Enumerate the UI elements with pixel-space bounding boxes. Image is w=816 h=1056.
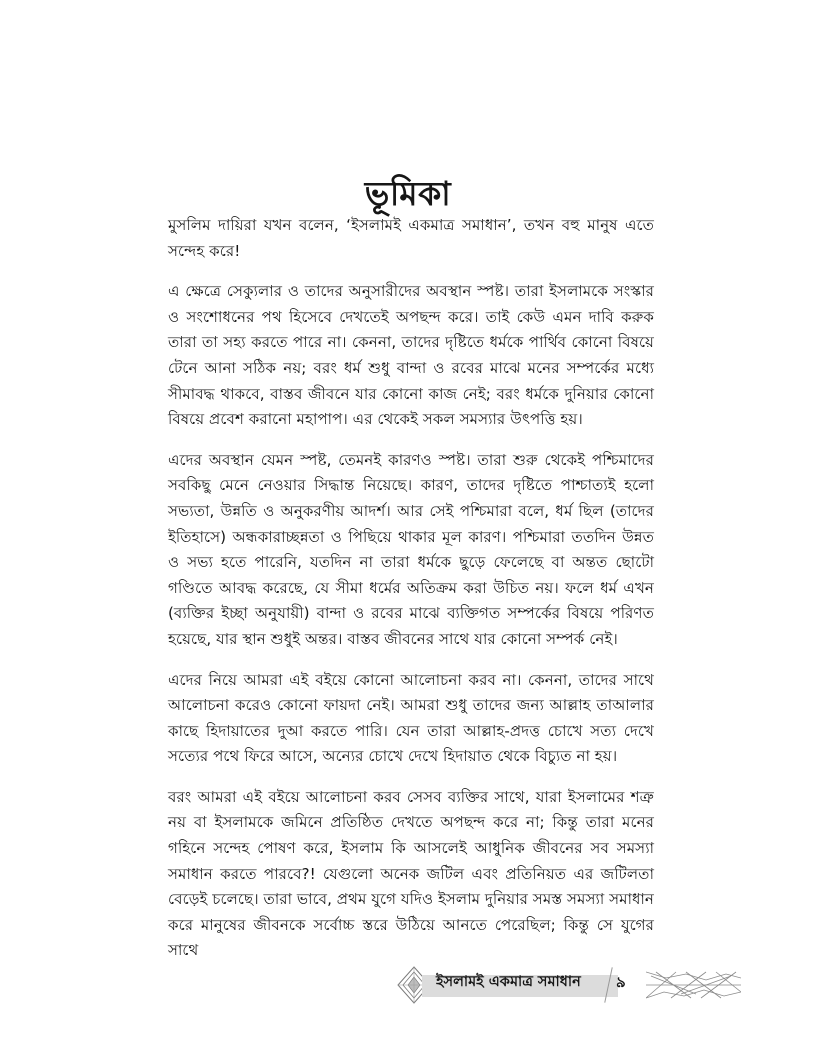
body-text: [168, 213, 654, 979]
paragraph: এদের অবস্থান যেমন স্পষ্ট, তেমনই কারণও স্পষ্ট। তারা শুরু থেকেই পশ্চিমাদের সবকিছু মেনে নেওয়ার সিদ্ধান্ত নিয়েছে। কারণ, তাদের দৃষ্টিতে পাশ্চাত্যই হলো সভ্যতা, উন্নতি ও অনুকরণীয় আদর্শ। আর সেই পশ্চিমারা বলে, ধর্ম ছিল (তাদের ইতিহাসে) অন্ধকারাচ্ছন্নতা ও পিছিয়ে থাকার মূল কারণ। পশ্চিমারা ততদিন উন্নত ও সভ্য হতে পারেনি, যতদিন না তারা ধর্মকে ছুড়ে ফেলেছে বা অন্তত ছোটো গণ্ডিতে আবদ্ধ করেছে, যে সীমা ধর্মের অতিক্রম করা উচিত নয়। ফলে ধর্ম এখন (ব্যক্তির ইচ্ছা অনুযায়ী) বান্দা ও রবের মাঝে ব্যক্তিগত সম্পর্কের বিষয়ে পরিণত হয়েছে, যার স্থান শুধুই অন্তর। বাস্তব জীবনের সাথে যার কোনো সম্পর্ক নেই।: [168, 450, 654, 648]
page-number: ৯: [616, 973, 626, 991]
paragraph: মুসলিম দায়িরা যখন বলেন, ‘ইসলামই একমাত্র সমাধান’, তখন বহু মানুষ এতে সন্দেহ করে!: [168, 216, 654, 260]
page-footer: [396, 965, 741, 1005]
footer-book-title: ইসলামই একমাত্র সমাধান: [436, 974, 581, 990]
page-title: ভূমিকা: [364, 174, 452, 213]
paragraph: বরং আমরা এই বইয়ে আলোচনা করব সেসব ব্যক্তির সাথে, যারা ইসলামের শত্রু নয় বা ইসলামকে জমিনে প্রতিষ্ঠিত দেখতে অপছন্দ করে না; কিন্তু তারা মনের গহিনে সন্দেহ পোষণ করে, ইসলাম কি আসলেই আধুনিক জীবনের সব সমস্যা সমাধান করতে পারবে?! যেগুলো অনেক জটিল এবং প্রতিনিয়ত এর জটিলতা বেড়েই চলেছে। তারা ভাবে, প্রথম যুগে যদিও ইসলাম দুনিয়ার সমস্ত সমস্যা সমাধান করে মানুষের জীবনকে সর্বোচ্চ স্তরে উঠিয়ে আনতে পেরেছিল; কিন্তু সে যুগের সাথে: [168, 787, 654, 960]
paragraph: এদের নিয়ে আমরা এই বইয়ে কোনো আলোচনা করব না। কেননা, তাদের সাথে আলোচনা করেও কোনো ফায়দা নেই। আমরা শুধু তাদের জন্য আল্লাহ তাআলার কাছে হিদায়াতের দুআ করতে পারি। যেন তারা আল্লাহ-প্রদত্ত চোখে সত্য দেখে সত্যের পথে ফিরে আসে, অন্যের চোখে দেখে হিদায়াত থেকে বিচ্যুত না হয়।: [168, 670, 654, 766]
paragraph: এ ক্ষেত্রে সেক্যুলার ও তাদের অনুসারীদের অবস্থান স্পষ্ট। তারা ইসলামকে সংস্কার ও সংশোধনের পথ হিসেবে দেখতেই অপছন্দ করে। তাই কেউ এমন দাবি করুক তারা তা সহ্য করতে পারে না। কেননা, তাদের দৃষ্টিতে ধর্মকে পার্থিব কোনো বিষয়ে টেনে আনা সঠিক নয়; বরং ধর্ম শুধু বান্দা ও রবের মাঝে মনের সম্পর্কের মধ্যে সীমাবদ্ধ থাকবে, বাস্তব জীবনে যার কোনো কাজ নেই; বরং ধর্মকে দুনিয়ার কোনো বিষয়ে প্রবেশ করানো মহাপাপ। এর থেকেই সকল সমস্যার উৎপত্তি হয়।: [168, 282, 654, 429]
geometric-pattern-icon: [646, 968, 741, 1002]
